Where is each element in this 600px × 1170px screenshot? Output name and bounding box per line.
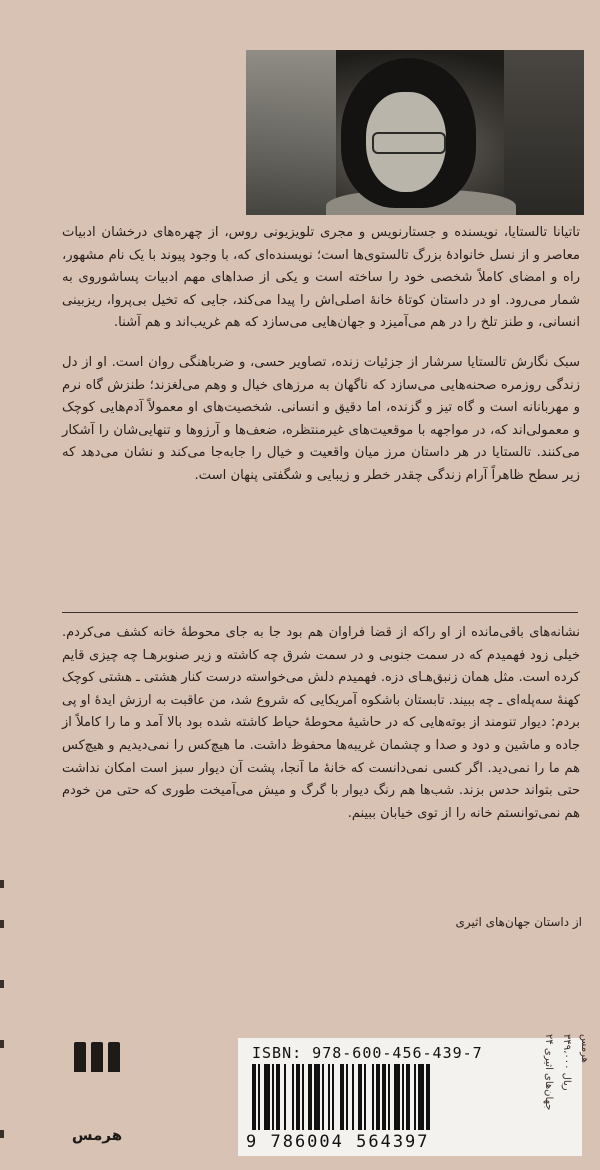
- edge-marks: [0, 880, 6, 1170]
- barcode-bar: [418, 1064, 424, 1130]
- spine-publisher: هرمس: [579, 1034, 590, 1063]
- spine-title: جهان‌های اثیری ۲۴: [543, 1034, 554, 1111]
- barcode-digits: 9 786004 564397: [246, 1132, 430, 1152]
- barcode-bar: [314, 1064, 320, 1130]
- author-photo: [246, 50, 584, 215]
- photo-glasses: [372, 132, 446, 154]
- barcode-bar: [346, 1064, 348, 1130]
- barcode-bar: [328, 1064, 330, 1130]
- barcode-bar: [358, 1064, 362, 1130]
- barcode-bar: [340, 1064, 344, 1130]
- barcode-bar: [406, 1064, 410, 1130]
- divider: [62, 612, 578, 613]
- barcode-bar: [332, 1064, 334, 1130]
- excerpt-paragraph: نشانه‌های باقی‌مانده از او راکه از قضا فراوان هم بود جا به جای محوطهٔ خانه کشف می‌کردم. خیلی زود فهمیدم که در سمت جنوبی و در سمت شرق چه کاشته و زیر صنوبرهـا چه چیزی قایم کرده است. مثل همان زنبق‌هـای دزه. فهمیدم دلش می‌خواسته درست کنار هشتی ـ هشتی کوچک کهنهٔ سه‌پله‌ای ـ چه ببیند. تابستان باشکوه آمریکایی که شروع شد، من عاقبت به ارزش ایدهٔ او پی بردم: دیوار تنومند از بوته‌هایی که در حاشیهٔ محوطهٔ حیاط کاشته شده بود بالا آمد و ما را کاملاً از جاده و ماشین و دود و صدا و چشمان غریبه‌ها محفوظ داشت. ما هیچ‌کس را نمی‌دیدیم و هیچ‌کس هم ما را نمی‌دید. اگر کسی نمی‌دانست که خانهٔ ما آنجا، پشت آن دیوار سبز است امکان نداشت حتی بتواند حدس بزند. شب‌ها هم رنگ دیوار با گرگ و میش می‌آمیخت طوری که حتی من خودم هم نمی‌توانستم خانه را از توی خیابان ببینم.: [62, 625, 580, 821]
- spine-label: [520, 1030, 594, 1170]
- barcode-bar: [284, 1064, 286, 1130]
- barcode-bar: [302, 1064, 304, 1130]
- barcode-bar: [388, 1064, 390, 1130]
- barcode-bar: [426, 1064, 430, 1130]
- publisher-name: هرمس: [71, 1126, 123, 1144]
- barcode-bar: [414, 1064, 416, 1130]
- pillars-icon: [74, 1042, 120, 1072]
- barcode-bar: [308, 1064, 312, 1130]
- barcode-bar: [258, 1064, 260, 1130]
- barcode-bar: [272, 1064, 274, 1130]
- barcode-bar: [252, 1064, 256, 1130]
- spine-price: ۳۴۹،۰۰۰ ریال: [561, 1034, 572, 1091]
- barcode-bar: [372, 1064, 374, 1130]
- excerpt-source: از داستان جهان‌های اثیری: [455, 915, 582, 929]
- isbn-label: ISBN: 978-600-456-439-7: [252, 1044, 483, 1062]
- barcode-bar: [352, 1064, 354, 1130]
- barcode-bar: [402, 1064, 404, 1130]
- photo-background: [246, 50, 336, 215]
- barcode-bar: [322, 1064, 324, 1130]
- publisher-logo: [66, 1042, 128, 1150]
- barcode-bar: [376, 1064, 380, 1130]
- barcode-bar: [364, 1064, 366, 1130]
- barcode-bar: [394, 1064, 400, 1130]
- photo-background-right: [504, 50, 584, 215]
- bio-paragraph: تاتیانا تالستایا، نویسنده و جستارنویس و مجری تلویزیونی روس، از چهره‌های درخشان ادبیات معاصر و از نسل خانوادهٔ بزرگ تالستوی‌ها است؛ نویسنده‌ای که، با وجود پیوند با یک نام مشهور، راه و امضای کاملاً شخصی خود را ساخته است و یکی از صداهای مهم ادبیات پساشوروی به شمار می‌رود. او در داستان کوتاهٔ خانهٔ اصلی‌اش را پیدا می‌کند، جایی که تخیل بی‌پروا، ریزبینی انسانی، و طنز تلخ را در هم می‌آمیزد و جهان‌هایی می‌سازد که هم غریب‌اند و هم آشنا.: [62, 225, 580, 331]
- barcode-bar: [292, 1064, 294, 1130]
- barcode-bar: [296, 1064, 300, 1130]
- barcode-bar: [264, 1064, 270, 1130]
- barcode-bar: [382, 1064, 386, 1130]
- barcode-bar: [276, 1064, 280, 1130]
- style-paragraph: سبک نگارش تالستایا سرشار از جزئیات زنده، تصاویر حسی، و ضرباهنگی روان است. او از دل زندگی روزمره صحنه‌هایی می‌سازد که ناگهان به مرزهای خیال و وهم می‌لغزند؛ طنزش گاه نرم و مهربانانه است و گاه تیز و گزنده، اما دقیق و انسانی. شخصیت‌های او معمولاً آدم‌هایی کوچک و معمولی‌اند که، در مواجهه با موقعیت‌های غیرمنتظره، ضعف‌ها و آرزوها و تنهایی‌شان را آشکار می‌کنند. تالستایا در هر داستان مرز میان واقعیت و خیال را جابه‌جا می‌کند و نشان می‌دهد که زیر سطح ظاهراً آرام زندگی چقدر خطر و زیبایی و شگفتی پنهان است.: [62, 355, 580, 483]
